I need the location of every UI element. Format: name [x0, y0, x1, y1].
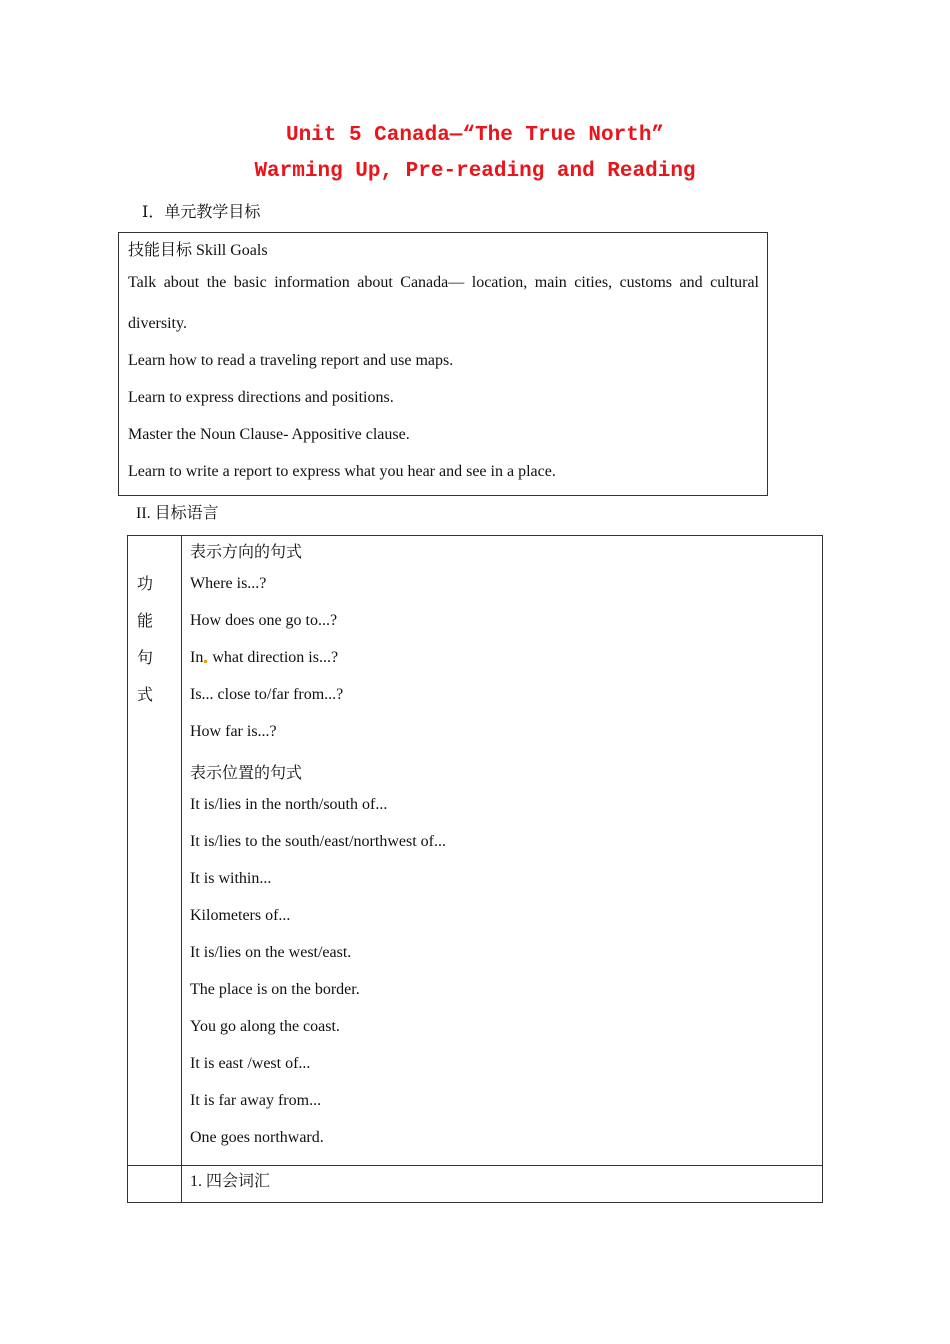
label-char: 能	[137, 613, 154, 630]
direction-sentence: How far is...?	[190, 723, 277, 740]
label-char: 功	[137, 576, 154, 593]
skill-goal-line: Learn to write a report to express what you hear and see in a place.	[128, 463, 556, 480]
direction-heading: 表示方向的句式	[190, 544, 303, 561]
section-heading-target-language: II. 目标语言	[136, 505, 219, 522]
skill-goals-box	[118, 232, 768, 496]
position-sentence: It is/lies on the west/east.	[190, 944, 352, 961]
position-sentence: One goes northward.	[190, 1129, 324, 1146]
skill-goal-line: Learn how to read a traveling report and use maps.	[128, 352, 454, 369]
position-sentence: It is east /west of...	[190, 1055, 311, 1072]
stray-dot-mark	[204, 660, 207, 663]
direction-sentence-start: In	[190, 649, 204, 666]
skill-goal-line: Learn to express directions and positions.	[128, 389, 394, 406]
table-column-divider	[181, 536, 182, 1202]
skill-goals-title: 技能目标 Skill Goals	[128, 242, 268, 259]
vocabulary-heading: 1. 四会词汇	[190, 1173, 271, 1190]
position-heading: 表示位置的句式	[190, 765, 303, 782]
direction-sentence-end: what direction is...?	[208, 649, 339, 666]
direction-sentence: How does one go to...?	[190, 612, 338, 629]
position-sentence: It is/lies in the north/south of...	[190, 796, 388, 813]
section-heading-unit-goals: Ⅰ．单元教学目标	[142, 204, 261, 221]
skill-goal-line: Talk about the basic information about Canada— location, main cities, customs and cultural	[128, 274, 759, 291]
direction-sentence: Where is...?	[190, 575, 267, 592]
position-sentence: Kilometers of...	[190, 907, 291, 924]
position-sentence: It is far away from...	[190, 1092, 322, 1109]
skill-goal-line-continued: diversity.	[128, 315, 187, 332]
position-sentence: You go along the coast.	[190, 1018, 340, 1035]
direction-sentence	[190, 649, 338, 667]
table-row-divider	[128, 1165, 822, 1166]
functional-sentences-label	[137, 566, 157, 714]
position-sentence: The place is on the border.	[190, 981, 360, 998]
label-char: 句	[137, 650, 154, 667]
skill-goal-line: Master the Noun Clause- Appositive clause.	[128, 426, 410, 443]
label-char: 式	[137, 687, 154, 704]
position-sentence: It is within...	[190, 870, 272, 887]
document-title: Unit 5 Canada—“The True North”	[285, 124, 665, 147]
position-sentence: It is/lies to the south/east/northwest of...	[190, 833, 446, 850]
target-language-table	[127, 535, 823, 1203]
direction-sentence: Is... close to/far from...?	[190, 686, 344, 703]
document-subtitle: Warming Up, Pre-reading and Reading	[254, 160, 696, 183]
